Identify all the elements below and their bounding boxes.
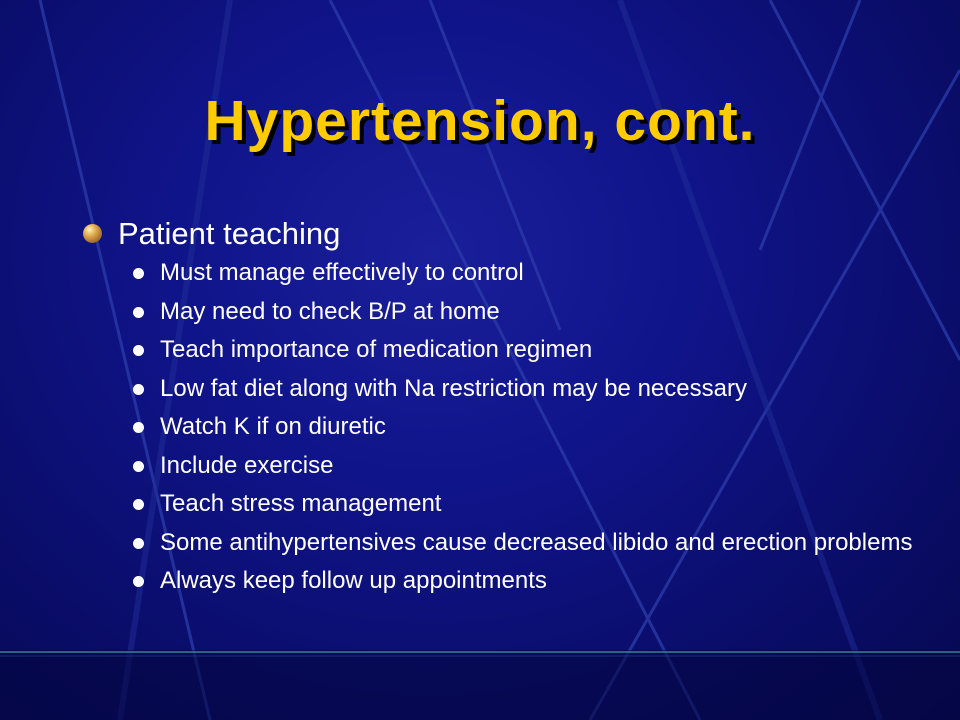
slide-title: Hypertension, cont. — [204, 89, 756, 153]
bullet-icon — [83, 224, 102, 243]
list-item-text: Always keep follow up appointments — [160, 567, 547, 594]
section-heading-text: Patient teaching — [118, 216, 341, 251]
bullet-dot-icon — [133, 538, 144, 549]
list-item — [133, 297, 933, 326]
bullet-dot-icon — [133, 307, 144, 318]
list-item — [133, 412, 933, 441]
list-item-text: Teach stress management — [160, 490, 442, 517]
bullet-dot-icon — [133, 576, 144, 587]
list-item-text: Include exercise — [160, 451, 334, 479]
list-item-text: Low fat diet along with Na restriction may be necessary — [160, 374, 747, 402]
bullet-dot-icon — [133, 268, 144, 279]
list-item — [133, 566, 933, 595]
bullet-dot-icon — [133, 422, 144, 433]
list-item-text: Teach importance of medication regimen — [160, 336, 593, 363]
list-item — [133, 335, 933, 364]
bullet-dot-icon — [133, 461, 144, 472]
list-item — [133, 451, 933, 480]
list-item — [133, 374, 933, 403]
list-item-text: Some antihypertensives cause decreased libido and erection problems — [160, 528, 913, 556]
list-item-text: Watch K if on diuretic — [160, 413, 386, 440]
bullet-list — [133, 258, 933, 605]
bullet-dot-icon — [133, 499, 144, 510]
list-item — [133, 528, 933, 557]
list-item — [133, 258, 933, 287]
bullet-dot-icon — [133, 345, 144, 356]
bullet-dot-icon — [133, 384, 144, 395]
list-item-text: May need to check B/P at home — [160, 297, 500, 325]
list-item — [133, 489, 933, 518]
list-item-text: Must manage effectively to control — [160, 259, 524, 286]
